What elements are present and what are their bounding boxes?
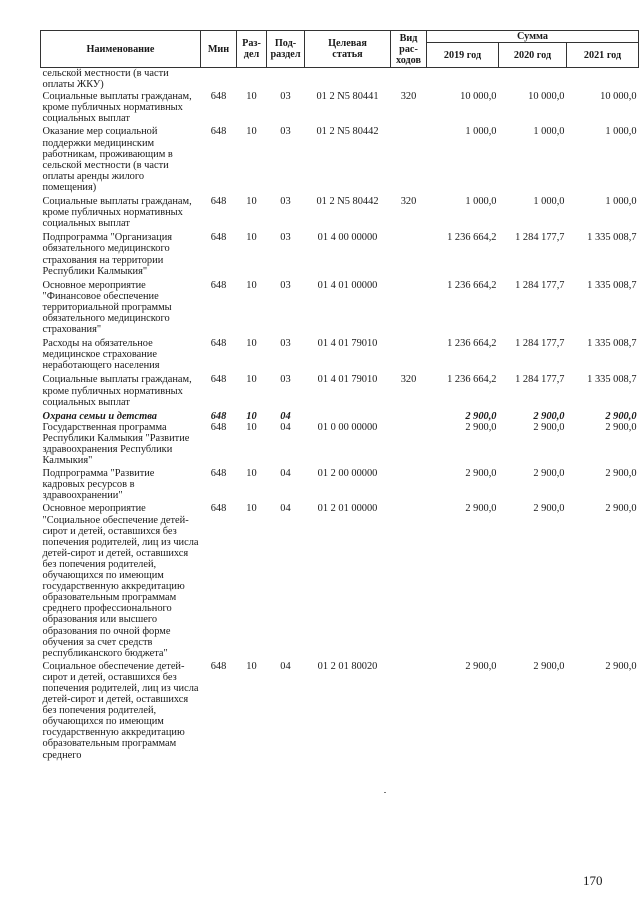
table-row: [41, 280, 639, 338]
row-razdel: 10: [246, 660, 257, 672]
row-sum-2020: 1 284 177,7: [515, 338, 565, 350]
row-sum-2021: 1 335 008,7: [587, 279, 637, 291]
row-razdel: 10: [246, 196, 257, 208]
budget-table: [40, 30, 639, 761]
row-target: 01 4 01 79010: [317, 338, 378, 350]
row-sum-2021: [567, 68, 639, 92]
row-sum-2021: 2 900,0: [605, 410, 637, 422]
row-razdel: 10: [246, 468, 257, 480]
row-target: 01 4 01 79010: [317, 374, 378, 386]
row-podrazdel: 03: [280, 196, 291, 208]
row-name: Социальное обеспечение детей-сирот и детей, оставшихся без попечения родителей, лиц из числа детей-сирот и детей, оставшихся без попечения родителей, обучающихся по имеющим государственную аккредитацию образовательным программам среднего: [42, 660, 199, 761]
table-row: [41, 232, 639, 279]
row-sum-2019: 1 236 664,2: [447, 338, 497, 350]
row-sum-2020: 2 900,0: [533, 421, 565, 433]
row-name: Основное мероприятие "Социальное обеспечение детей-сирот и детей, оставшихся без попечения родителей, лиц из числа детей-сирот и детей, оставшихся без попечения родителей, обучающихся по имеющим государственную аккредитацию образовательным программам среднего профессионального образования или высшего образования по очной форме обучения за счет средств республиканского бюджета": [42, 503, 199, 659]
row-sum-2020: 2 900,0: [533, 410, 565, 422]
row-sum-2020: 1 000,0: [533, 126, 565, 138]
row-sum-2019: 2 900,0: [465, 410, 497, 422]
row-sum-2020: [499, 68, 567, 92]
row-razdel: 10: [246, 232, 257, 244]
row-podrazdel: 04: [280, 410, 291, 422]
row-sum-2021: 1 000,0: [605, 196, 637, 208]
row-sum-2020: 10 000,0: [528, 91, 565, 103]
row-razdel: 10: [246, 410, 257, 422]
row-sum-2021: 1 335 008,7: [587, 374, 637, 386]
row-sum-2021: 2 900,0: [605, 503, 637, 515]
row-target: 01 4 01 00000: [317, 279, 378, 291]
row-min: 648: [210, 503, 227, 515]
row-sum-2020: 2 900,0: [533, 660, 565, 672]
page-number: 170: [583, 873, 603, 888]
row-sum-2020: 1 284 177,7: [515, 232, 565, 244]
row-min: 648: [210, 338, 227, 350]
row-podrazdel: 03: [280, 279, 291, 291]
row-razdel: 10: [246, 503, 257, 515]
row-sum-2021: 2 900,0: [605, 660, 637, 672]
header-podrazdel: Под- раздел: [267, 31, 305, 68]
row-min: 648: [210, 232, 227, 244]
row-vid: [391, 68, 427, 92]
row-sum-2019: 1 236 664,2: [447, 279, 497, 291]
row-vid: 320: [400, 91, 417, 103]
row-vid: [391, 503, 427, 660]
row-target: 01 0 00 00000: [317, 421, 378, 433]
row-sum-2021: 2 900,0: [605, 421, 637, 433]
row-min: 648: [210, 374, 227, 386]
row-target: 01 2 N5 80442: [316, 126, 379, 138]
row-min: 648: [210, 126, 227, 138]
table-row: [41, 374, 639, 410]
row-sum-2021: 1 000,0: [605, 126, 637, 138]
row-min: 648: [210, 410, 227, 422]
row-sum-2021: 2 900,0: [605, 468, 637, 480]
table-row: [41, 126, 639, 196]
row-sum-2020: 2 900,0: [533, 503, 565, 515]
row-target: 01 4 00 00000: [317, 232, 378, 244]
table-body: [41, 68, 639, 761]
row-target: 01 2 N5 80441: [316, 91, 379, 103]
row-name: Основное мероприятие "Финансовое обеспечение территориальной программы обязательного медицинского страхования": [42, 279, 172, 336]
row-sum-2019: 10 000,0: [460, 91, 497, 103]
row-min: 648: [210, 421, 227, 433]
row-name: Оказание мер социальной поддержки медицинским работникам, проживающим в сельской местности (в части оплаты аренды жилого помещения): [42, 126, 173, 193]
row-vid: [391, 468, 427, 503]
row-sum-2019: 1 236 664,2: [447, 374, 497, 386]
header-vid: Вид рас- ходов: [391, 31, 427, 68]
row-vid: 320: [400, 374, 417, 386]
row-target: 01 2 01 00000: [317, 503, 378, 515]
header-sum: Сумма: [427, 31, 639, 43]
row-razdel: 10: [246, 374, 257, 386]
row-sum-2019: 1 000,0: [465, 196, 497, 208]
table-row: [41, 468, 639, 503]
row-min: 648: [210, 660, 227, 672]
row-name: сельской местности (в части оплаты ЖКУ): [42, 68, 169, 91]
row-target: 01 2 00 00000: [317, 468, 378, 480]
row-target: 01 2 01 80020: [317, 660, 378, 672]
header-razdel: Раз- дел: [237, 31, 267, 68]
row-sum-2019: 1 236 664,2: [447, 232, 497, 244]
row-min: 648: [210, 196, 227, 208]
row-min: [201, 68, 237, 92]
row-podrazdel: 04: [280, 660, 291, 672]
row-sum-2020: 1 284 177,7: [515, 374, 565, 386]
row-name: Подпрограмма "Организация обязательного медицинского страхования на территории Республики Калмыкия": [42, 232, 173, 277]
row-sum-2019: 2 900,0: [465, 503, 497, 515]
row-target: [305, 411, 391, 422]
header-min: Мин: [201, 31, 237, 68]
row-sum-2019: 2 900,0: [465, 421, 497, 433]
scan-speck: [384, 792, 386, 793]
row-vid: [391, 232, 427, 279]
row-name: Социальные выплаты гражданам, кроме публичных нормативных социальных выплат: [42, 91, 192, 125]
table-row: [41, 661, 639, 761]
table-row: [41, 338, 639, 374]
table-row: [41, 411, 639, 422]
row-target: 01 2 N5 80442: [316, 196, 379, 208]
table-row: [41, 91, 639, 126]
row-vid: [391, 661, 427, 761]
header-2019: 2019 год: [427, 43, 499, 68]
row-min: 648: [210, 91, 227, 103]
table-row: [41, 68, 639, 92]
row-podrazdel: [267, 68, 305, 92]
row-name: Государственная программа Республики Калмыкия "Развитие здравоохранения Республики Калмыкия": [42, 421, 190, 467]
header-2020: 2020 год: [499, 43, 567, 68]
row-sum-2019: 1 000,0: [465, 126, 497, 138]
table-row: [41, 503, 639, 660]
row-podrazdel: 03: [280, 374, 291, 386]
row-sum-2019: [427, 68, 499, 92]
row-vid: 320: [400, 196, 417, 208]
row-vid: [391, 338, 427, 374]
row-vid: [391, 280, 427, 338]
header-name: Наименование: [41, 31, 201, 68]
row-razdel: [237, 68, 267, 92]
header-target: Целевая статья: [305, 31, 391, 68]
row-min: 648: [210, 279, 227, 291]
row-razdel: 10: [246, 338, 257, 350]
row-podrazdel: 03: [280, 126, 291, 138]
row-razdel: 10: [246, 126, 257, 138]
row-sum-2020: 1 000,0: [533, 196, 565, 208]
row-name: Социальные выплаты гражданам, кроме публичных нормативных социальных выплат: [42, 196, 192, 230]
row-sum-2020: 1 284 177,7: [515, 279, 565, 291]
row-podrazdel: 04: [280, 421, 291, 433]
row-sum-2020: 2 900,0: [533, 468, 565, 480]
row-name: Расходы на обязательное медицинское страхование неработающего населения: [42, 338, 160, 372]
row-sum-2021: 10 000,0: [600, 91, 637, 103]
row-sum-2021: 1 335 008,7: [587, 232, 637, 244]
row-sum-2021: 1 335 008,7: [587, 338, 637, 350]
table-row: [41, 196, 639, 232]
row-podrazdel: 04: [280, 468, 291, 480]
row-podrazdel: 03: [280, 338, 291, 350]
row-sum-2019: 2 900,0: [465, 468, 497, 480]
row-min: 648: [210, 468, 227, 480]
row-razdel: 10: [246, 279, 257, 291]
row-podrazdel: 03: [280, 232, 291, 244]
row-sum-2019: 2 900,0: [465, 660, 497, 672]
header-2021: 2021 год: [567, 43, 639, 68]
row-podrazdel: 04: [280, 503, 291, 515]
row-name: Охрана семьи и детства: [42, 410, 157, 422]
row-vid: [391, 126, 427, 196]
row-razdel: 10: [246, 421, 257, 433]
row-name: Подпрограмма "Развитие кадровых ресурсов в здравоохранении": [42, 468, 155, 502]
row-vid: [391, 411, 427, 422]
row-name: Социальные выплаты гражданам, кроме публичных нормативных социальных выплат: [42, 374, 192, 408]
row-podrazdel: 03: [280, 91, 291, 103]
row-target: [305, 68, 391, 92]
row-vid: [391, 422, 427, 468]
row-razdel: 10: [246, 91, 257, 103]
table-row: [41, 422, 639, 468]
